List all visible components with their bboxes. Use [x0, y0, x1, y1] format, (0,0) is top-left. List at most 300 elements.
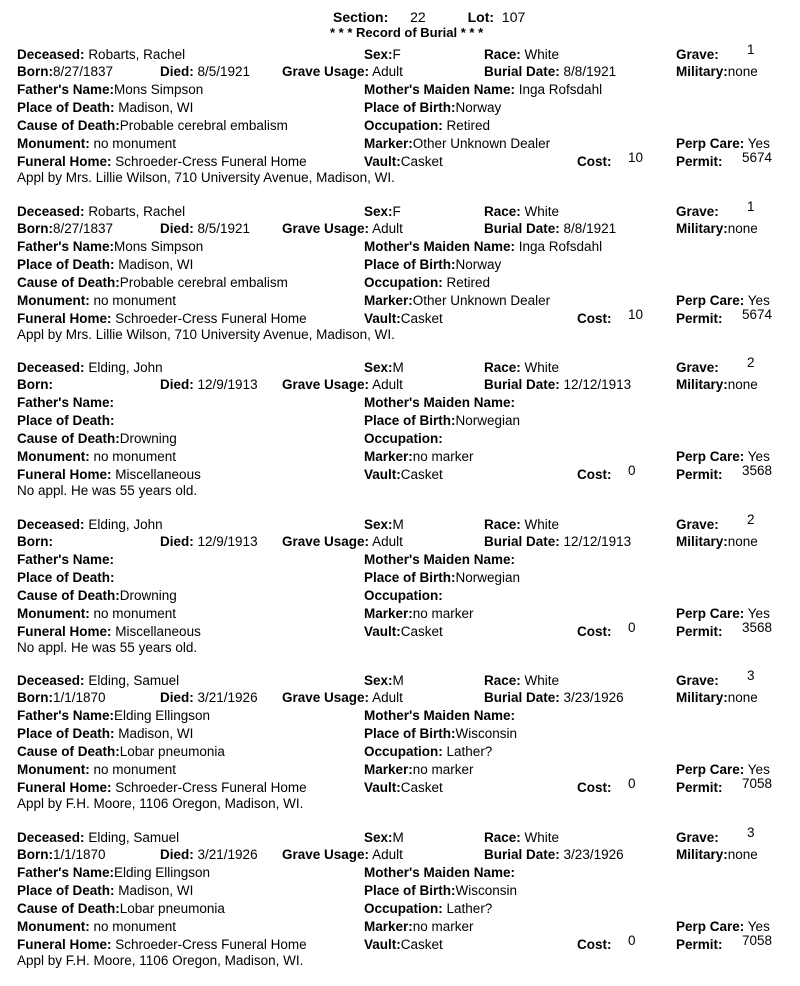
father-label: Father's Name: [17, 708, 114, 723]
cost-field [577, 154, 612, 170]
race-field [484, 517, 559, 533]
marker-field [364, 293, 550, 309]
father-field [17, 395, 114, 411]
burial-date-field [484, 377, 640, 393]
cause-field [17, 744, 225, 760]
cost-field [577, 937, 612, 953]
occupation-label: Occupation: [364, 744, 443, 759]
cause-label: Cause of Death: [17, 588, 120, 603]
race-value: White [524, 204, 560, 219]
funeral-home-value: Schroeder-Cress Funeral Home [115, 154, 307, 169]
military-label: Military: [676, 221, 728, 236]
burial-date-label: Burial Date: [484, 690, 560, 705]
place-of-death-value: Madison, WI [118, 726, 194, 741]
vault-label: Vault: [364, 311, 401, 326]
monument-value: no monument [93, 136, 177, 151]
permit-value: 5674 [742, 150, 773, 165]
occupation-label: Occupation: [364, 275, 443, 290]
deceased-value: Elding, Samuel [88, 673, 180, 688]
born-field [17, 847, 106, 863]
cost-value: 0 [628, 776, 636, 791]
marker-label: Marker: [364, 293, 413, 308]
place-of-birth-value: Norwegian [455, 413, 521, 428]
place-of-death-label: Place of Death: [17, 570, 115, 585]
place-of-birth-field [364, 883, 517, 899]
permit-label: Permit: [676, 624, 723, 639]
cause-value: Probable cerebral embalism [119, 275, 288, 290]
grave-label: Grave: [676, 830, 719, 845]
born-label: Born: [17, 690, 53, 705]
permit-field [676, 780, 723, 796]
vault-value: Casket [400, 780, 443, 795]
vault-label: Vault: [364, 937, 401, 952]
sex-label: Sex: [364, 830, 393, 845]
burial-date-value: 3/23/1926 [563, 690, 624, 705]
deceased-field [17, 830, 179, 846]
deceased-label: Deceased: [17, 204, 85, 219]
place-of-birth-value: Norwegian [455, 570, 521, 585]
mother-field [364, 239, 602, 255]
race-label: Race: [484, 360, 521, 375]
cause-value: Lobar pneumonia [119, 744, 225, 759]
deceased-label: Deceased: [17, 360, 85, 375]
place-of-birth-value: Norway [455, 100, 502, 115]
father-value: Elding Ellingson [114, 708, 211, 723]
cost-label: Cost: [577, 780, 612, 795]
place-of-birth-label: Place of Birth: [364, 726, 456, 741]
funeral-home-label: Funeral Home: [17, 311, 112, 326]
cause-label: Cause of Death: [17, 744, 120, 759]
sex-value: F [392, 204, 401, 219]
vault-value: Casket [400, 311, 443, 326]
funeral-home-field [17, 624, 201, 640]
monument-value: no monument [93, 449, 177, 464]
grave-field [676, 517, 719, 533]
deceased-value: Robarts, Rachel [88, 47, 186, 62]
burial-date-label: Burial Date: [484, 377, 560, 392]
monument-value: no monument [93, 606, 177, 621]
funeral-home-label: Funeral Home: [17, 780, 112, 795]
grave-usage-label: Grave Usage: [282, 847, 370, 862]
sex-label: Sex: [364, 517, 393, 532]
grave-field [676, 673, 719, 689]
burial-date-value: 3/23/1926 [563, 847, 624, 862]
permit-label: Permit: [676, 467, 723, 482]
monument-label: Monument: [17, 136, 90, 151]
burial-record-5 [0, 668, 800, 829]
cost-label: Cost: [577, 937, 612, 952]
funeral-home-value: Schroeder-Cress Funeral Home [115, 311, 307, 326]
military-value: none [727, 221, 758, 236]
race-value: White [524, 47, 560, 62]
race-field [484, 360, 559, 376]
burial-date-field [484, 221, 640, 237]
cost-label: Cost: [577, 624, 612, 639]
grave-usage-field [282, 221, 403, 237]
funeral-home-value: Miscellaneous [115, 467, 201, 482]
cost-label: Cost: [577, 467, 612, 482]
race-field [484, 673, 559, 689]
race-value: White [524, 517, 560, 532]
race-value: White [524, 673, 560, 688]
cause-field [17, 275, 288, 291]
perp-care-label: Perp Care: [676, 449, 745, 464]
sex-field [364, 47, 401, 63]
died-value: 3/21/1926 [197, 690, 258, 705]
marker-value: Other Unknown Dealer [412, 136, 551, 151]
grave-value: 2 [747, 355, 755, 370]
place-of-birth-value: Norway [455, 257, 502, 272]
born-field [17, 690, 106, 706]
burial-date-value: 12/12/1913 [563, 377, 632, 392]
perp-care-value: Yes [747, 919, 770, 934]
permit-label: Permit: [676, 311, 723, 326]
grave-usage-field [282, 847, 403, 863]
occupation-label: Occupation: [364, 588, 443, 603]
marker-field [364, 919, 474, 935]
perp-care-label: Perp Care: [676, 293, 745, 308]
sex-field [364, 673, 404, 689]
marker-field [364, 449, 474, 465]
grave-usage-label: Grave Usage: [282, 377, 370, 392]
sex-field [364, 517, 404, 533]
perp-care-label: Perp Care: [676, 606, 745, 621]
grave-field [676, 204, 719, 220]
born-label: Born: [17, 377, 53, 392]
born-label: Born: [17, 64, 53, 79]
grave-usage-value: Adult [372, 221, 403, 236]
lot-value: 107 [501, 9, 526, 25]
cause-value: Drowning [119, 431, 177, 446]
born-field [17, 64, 113, 80]
permit-label: Permit: [676, 154, 723, 169]
military-value: none [727, 847, 758, 862]
cost-field [577, 780, 612, 796]
died-value: 3/21/1926 [197, 847, 258, 862]
grave-label: Grave: [676, 360, 719, 375]
monument-field [17, 762, 176, 778]
military-value: none [727, 64, 758, 79]
place-of-death-label: Place of Death: [17, 413, 115, 428]
occupation-field [364, 744, 492, 760]
vault-field [364, 311, 443, 327]
race-value: White [524, 830, 560, 845]
perp-care-value: Yes [747, 449, 770, 464]
mother-label: Mother's Maiden Name: [364, 552, 515, 567]
cause-label: Cause of Death: [17, 275, 120, 290]
grave-usage-field [282, 64, 403, 80]
section-header [333, 9, 525, 25]
burial-date-field [484, 534, 640, 550]
father-label: Father's Name: [17, 239, 114, 254]
mother-label: Mother's Maiden Name: [364, 708, 515, 723]
grave-usage-value: Adult [372, 847, 403, 862]
permit-field [676, 624, 723, 640]
military-field [676, 377, 758, 393]
place-of-birth-field [364, 726, 517, 742]
mother-field [364, 395, 515, 411]
vault-label: Vault: [364, 624, 401, 639]
sex-label: Sex: [364, 360, 393, 375]
record-title: * * * Record of Burial * * * [330, 25, 484, 40]
place-of-birth-label: Place of Birth: [364, 100, 456, 115]
military-field [676, 847, 758, 863]
cost-value: 0 [628, 463, 636, 478]
monument-field [17, 293, 176, 309]
application-note: Appl by Mrs. Lillie Wilson, 710 University Avenue, Madison, WI. [17, 327, 395, 342]
died-value: 12/9/1913 [197, 377, 258, 392]
burial-date-label: Burial Date: [484, 847, 560, 862]
place-of-death-label: Place of Death: [17, 100, 115, 115]
monument-field [17, 606, 176, 622]
father-label: Father's Name: [17, 82, 114, 97]
father-label: Father's Name: [17, 865, 114, 880]
grave-usage-label: Grave Usage: [282, 534, 370, 549]
funeral-home-field [17, 154, 307, 170]
grave-label: Grave: [676, 673, 719, 688]
vault-value: Casket [400, 154, 443, 169]
mother-value: Inga Rofsdahl [518, 82, 603, 97]
father-label: Father's Name: [17, 395, 114, 410]
monument-value: no monument [93, 762, 177, 777]
permit-value: 5674 [742, 307, 773, 322]
burial-record-1 [0, 42, 800, 203]
grave-usage-value: Adult [372, 534, 403, 549]
permit-value: 3568 [742, 463, 773, 478]
military-field [676, 221, 758, 237]
occupation-value: Retired [446, 118, 491, 133]
place-of-death-label: Place of Death: [17, 726, 115, 741]
vault-label: Vault: [364, 154, 401, 169]
marker-field [364, 606, 474, 622]
monument-value: no monument [93, 919, 177, 934]
monument-field [17, 136, 176, 152]
died-value: 12/9/1913 [197, 534, 258, 549]
place-of-death-value: Madison, WI [118, 883, 194, 898]
permit-value: 7058 [742, 933, 773, 948]
marker-label: Marker: [364, 762, 413, 777]
perp-care-value: Yes [747, 136, 770, 151]
place-of-birth-value: Wisconsin [455, 726, 518, 741]
grave-usage-field [282, 690, 403, 706]
occupation-value: Retired [446, 275, 491, 290]
vault-field [364, 154, 443, 170]
mother-field [364, 82, 602, 98]
military-value: none [727, 534, 758, 549]
perp-care-value: Yes [747, 606, 770, 621]
mother-field [364, 552, 515, 568]
place-of-death-field [17, 726, 193, 742]
deceased-label: Deceased: [17, 830, 85, 845]
grave-usage-value: Adult [372, 64, 403, 79]
cause-field [17, 901, 225, 917]
sex-label: Sex: [364, 47, 393, 62]
burial-date-field [484, 847, 640, 863]
grave-usage-value: Adult [372, 690, 403, 705]
died-field [160, 64, 250, 80]
father-field [17, 82, 203, 98]
born-value: 1/1/1870 [53, 847, 106, 862]
deceased-value: Elding, John [88, 517, 163, 532]
vault-value: Casket [400, 467, 443, 482]
died-label: Died: [160, 221, 194, 236]
vault-label: Vault: [364, 467, 401, 482]
father-value: Mons Simpson [114, 239, 204, 254]
place-of-birth-label: Place of Birth: [364, 883, 456, 898]
deceased-field [17, 204, 185, 220]
mother-label: Mother's Maiden Name: [364, 82, 515, 97]
sex-value: M [392, 360, 404, 375]
vault-label: Vault: [364, 780, 401, 795]
place-of-birth-field [364, 257, 501, 273]
place-of-death-value: Madison, WI [118, 100, 194, 115]
vault-value: Casket [400, 624, 443, 639]
military-label: Military: [676, 377, 728, 392]
deceased-label: Deceased: [17, 673, 85, 688]
grave-label: Grave: [676, 47, 719, 62]
born-field [17, 534, 53, 550]
marker-field [364, 136, 550, 152]
section-label: Section: [333, 9, 389, 25]
sex-value: M [392, 830, 404, 845]
place-of-birth-field [364, 570, 520, 586]
occupation-label: Occupation: [364, 901, 443, 916]
marker-value: no marker [412, 606, 474, 621]
vault-value: Casket [400, 937, 443, 952]
funeral-home-field [17, 937, 307, 953]
deceased-value: Robarts, Rachel [88, 204, 186, 219]
perp-care-label: Perp Care: [676, 136, 745, 151]
born-label: Born: [17, 534, 53, 549]
died-label: Died: [160, 534, 194, 549]
vault-field [364, 780, 443, 796]
application-note: No appl. He was 55 years old. [17, 640, 198, 655]
place-of-birth-field [364, 413, 520, 429]
place-of-death-field [17, 100, 193, 116]
died-label: Died: [160, 847, 194, 862]
section-value: 22 [410, 9, 426, 25]
burial-date-value: 12/12/1913 [563, 534, 632, 549]
grave-value: 1 [747, 199, 755, 214]
born-value: 8/27/1837 [53, 64, 114, 79]
marker-label: Marker: [364, 449, 413, 464]
military-field [676, 64, 758, 80]
burial-record-6 [0, 825, 800, 986]
cost-value: 0 [628, 620, 636, 635]
permit-field [676, 937, 723, 953]
permit-field [676, 467, 723, 483]
cause-label: Cause of Death: [17, 118, 120, 133]
deceased-label: Deceased: [17, 47, 85, 62]
mother-value: Inga Rofsdahl [518, 239, 603, 254]
cause-value: Drowning [119, 588, 177, 603]
place-of-birth-label: Place of Birth: [364, 257, 456, 272]
mother-field [364, 708, 515, 724]
grave-value: 3 [747, 825, 755, 840]
burial-record-3 [0, 355, 800, 516]
application-note: Appl by Mrs. Lillie Wilson, 710 University Avenue, Madison, WI. [17, 170, 395, 185]
monument-label: Monument: [17, 606, 90, 621]
funeral-home-field [17, 467, 201, 483]
father-field [17, 552, 114, 568]
burial-date-label: Burial Date: [484, 534, 560, 549]
mother-label: Mother's Maiden Name: [364, 865, 515, 880]
father-value: Mons Simpson [114, 82, 204, 97]
permit-value: 7058 [742, 776, 773, 791]
application-note: Appl by F.H. Moore, 1106 Oregon, Madison, WI. [17, 953, 304, 968]
place-of-birth-label: Place of Birth: [364, 570, 456, 585]
grave-value: 1 [747, 42, 755, 57]
perp-care-value: Yes [747, 293, 770, 308]
burial-date-label: Burial Date: [484, 64, 560, 79]
monument-label: Monument: [17, 919, 90, 934]
father-field [17, 865, 210, 881]
vault-field [364, 624, 443, 640]
place-of-death-field [17, 883, 193, 899]
mother-label: Mother's Maiden Name: [364, 395, 515, 410]
sex-field [364, 830, 404, 846]
burial-date-field [484, 64, 640, 80]
place-of-death-field [17, 413, 115, 429]
marker-value: no marker [412, 919, 474, 934]
burial-record-4 [0, 512, 800, 673]
cost-value: 10 [628, 150, 644, 165]
grave-usage-value: Adult [372, 377, 403, 392]
died-value: 8/5/1921 [197, 64, 251, 79]
burial-date-value: 8/8/1921 [563, 64, 617, 79]
place-of-death-label: Place of Death: [17, 883, 115, 898]
application-note: No appl. He was 55 years old. [17, 483, 198, 498]
cause-field [17, 118, 288, 134]
mother-label: Mother's Maiden Name: [364, 239, 515, 254]
mother-field [364, 865, 515, 881]
occupation-label: Occupation: [364, 431, 443, 446]
grave-label: Grave: [676, 517, 719, 532]
died-label: Died: [160, 690, 194, 705]
place-of-birth-field [364, 100, 501, 116]
race-field [484, 204, 559, 220]
race-field [484, 47, 559, 63]
born-label: Born: [17, 221, 53, 236]
occupation-label: Occupation: [364, 118, 443, 133]
deceased-field [17, 360, 163, 376]
cause-value: Probable cerebral embalism [119, 118, 288, 133]
died-field [160, 847, 258, 863]
burial-date-field [484, 690, 640, 706]
funeral-home-field [17, 780, 307, 796]
father-field [17, 239, 203, 255]
died-field [160, 690, 258, 706]
permit-field [676, 154, 723, 170]
occupation-field [364, 275, 490, 291]
perp-care-label: Perp Care: [676, 919, 745, 934]
military-label: Military: [676, 534, 728, 549]
cause-value: Lobar pneumonia [119, 901, 225, 916]
marker-field [364, 762, 474, 778]
died-field [160, 534, 258, 550]
funeral-home-label: Funeral Home: [17, 937, 112, 952]
burial-date-label: Burial Date: [484, 221, 560, 236]
funeral-home-value: Schroeder-Cress Funeral Home [115, 780, 307, 795]
burial-date-value: 8/8/1921 [563, 221, 617, 236]
race-field [484, 830, 559, 846]
grave-usage-label: Grave Usage: [282, 690, 370, 705]
grave-usage-label: Grave Usage: [282, 221, 370, 236]
sex-label: Sex: [364, 204, 393, 219]
monument-label: Monument: [17, 449, 90, 464]
permit-label: Permit: [676, 780, 723, 795]
deceased-field [17, 673, 179, 689]
